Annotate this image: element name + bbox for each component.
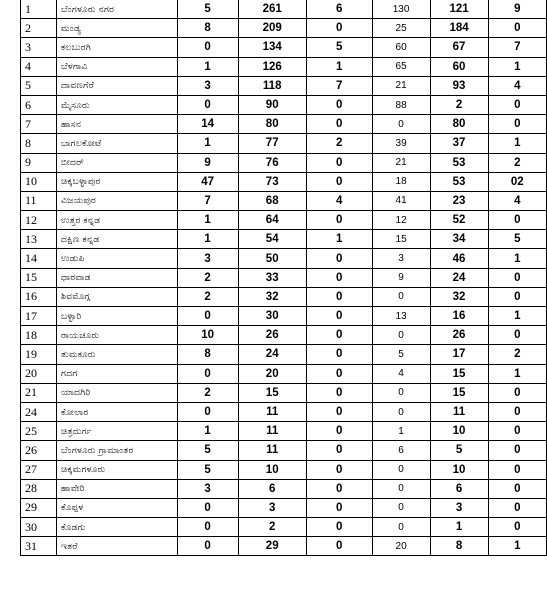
serial-number-cell: 16 [21,287,57,306]
table-row [21,460,547,479]
value-cell-5: 26 [430,326,488,345]
value-cell-3: 0 [306,518,372,537]
value-cell-1: 47 [177,172,238,191]
value-cell-2: 11 [238,441,306,460]
table-row [21,172,547,191]
serial-number-cell: 14 [21,249,57,268]
value-cell-4: 0 [372,402,430,421]
value-cell-2: 11 [238,422,306,441]
value-cell-1: 0 [177,402,238,421]
value-cell-6: 1 [488,134,546,153]
serial-number-cell: 21 [21,383,57,402]
value-cell-4: 60 [372,38,430,57]
value-cell-2: 90 [238,95,306,114]
serial-number-cell: 24 [21,402,57,421]
value-cell-3: 0 [306,95,372,114]
value-cell-4: 65 [372,57,430,76]
serial-number-cell: 11 [21,191,57,210]
district-name-cell: ಹಾವೇರಿ [57,479,178,498]
value-cell-3: 0 [306,172,372,191]
serial-number-cell: 3 [21,38,57,57]
district-name-cell: ಬೆಳಗಾವಿ [57,57,178,76]
value-cell-6: 1 [488,307,546,326]
value-cell-3: 0 [306,498,372,517]
value-cell-2: 11 [238,402,306,421]
value-cell-1: 3 [177,76,238,95]
value-cell-4: 0 [372,115,430,134]
serial-number-cell: 2 [21,19,57,38]
value-cell-5: 60 [430,57,488,76]
value-cell-3: 0 [306,153,372,172]
table-row [21,383,547,402]
value-cell-1: 1 [177,134,238,153]
value-cell-3: 0 [306,402,372,421]
table-row [21,441,547,460]
value-cell-6: 1 [488,537,546,556]
value-cell-2: 33 [238,268,306,287]
table-row [21,191,547,210]
value-cell-5: 17 [430,345,488,364]
serial-number-cell: 9 [21,153,57,172]
district-name-cell: ಚಿಕ್ಕಬಳ್ಳಾಪುರ [57,172,178,191]
value-cell-6: 0 [488,19,546,38]
value-cell-4: 1 [372,422,430,441]
serial-number-cell: 6 [21,95,57,114]
district-name-cell: ಮಂಡ್ಯ [57,19,178,38]
value-cell-1: 5 [177,441,238,460]
district-name-cell: ದಕ್ಷಿಣ ಕನ್ನಡ [57,230,178,249]
value-cell-6: 0 [488,287,546,306]
serial-number-cell: 17 [21,307,57,326]
value-cell-4: 6 [372,441,430,460]
district-cases-table [20,0,547,556]
value-cell-4: 0 [372,479,430,498]
value-cell-4: 9 [372,268,430,287]
value-cell-4: 12 [372,211,430,230]
value-cell-5: 23 [430,191,488,210]
district-name-cell: ಕೋಲಾರ [57,402,178,421]
value-cell-2: 20 [238,364,306,383]
value-cell-4: 18 [372,172,430,191]
value-cell-4: 15 [372,230,430,249]
value-cell-5: 15 [430,383,488,402]
table-row [21,76,547,95]
value-cell-3: 0 [306,249,372,268]
value-cell-6: 9 [488,0,546,19]
value-cell-2: 80 [238,115,306,134]
serial-number-cell: 10 [21,172,57,191]
value-cell-4: 25 [372,19,430,38]
value-cell-1: 3 [177,249,238,268]
value-cell-1: 7 [177,191,238,210]
district-name-cell: ಗದಗ [57,364,178,383]
district-name-cell: ಮೈಸೂರು [57,95,178,114]
table-row [21,57,547,76]
value-cell-1: 10 [177,326,238,345]
value-cell-5: 15 [430,364,488,383]
value-cell-6: 1 [488,249,546,268]
table-row [21,518,547,537]
value-cell-4: 4 [372,364,430,383]
table-row [21,268,547,287]
value-cell-3: 0 [306,383,372,402]
value-cell-6: 1 [488,57,546,76]
value-cell-5: 53 [430,172,488,191]
value-cell-5: 2 [430,95,488,114]
value-cell-2: 64 [238,211,306,230]
table-row [21,287,547,306]
value-cell-6: 02 [488,172,546,191]
value-cell-6: 7 [488,38,546,57]
serial-number-cell: 15 [21,268,57,287]
value-cell-2: 50 [238,249,306,268]
table-row [21,0,547,19]
value-cell-3: 0 [306,19,372,38]
district-name-cell: ರಾಯಚೂರು [57,326,178,345]
value-cell-5: 37 [430,134,488,153]
value-cell-3: 0 [306,115,372,134]
value-cell-1: 0 [177,498,238,517]
value-cell-3: 6 [306,0,372,19]
value-cell-3: 0 [306,268,372,287]
serial-number-cell: 27 [21,460,57,479]
value-cell-5: 24 [430,268,488,287]
value-cell-1: 1 [177,422,238,441]
value-cell-5: 8 [430,537,488,556]
value-cell-6: 0 [488,211,546,230]
value-cell-4: 41 [372,191,430,210]
value-cell-2: 126 [238,57,306,76]
value-cell-1: 5 [177,460,238,479]
value-cell-3: 0 [306,441,372,460]
value-cell-5: 34 [430,230,488,249]
value-cell-3: 2 [306,134,372,153]
value-cell-6: 0 [488,422,546,441]
table-row [21,153,547,172]
serial-number-cell: 19 [21,345,57,364]
table-row [21,95,547,114]
district-name-cell: ಬೆಂಗಳೂರು ಗ್ರಾಮಾಂತರ [57,441,178,460]
value-cell-5: 184 [430,19,488,38]
value-cell-3: 1 [306,230,372,249]
value-cell-2: 68 [238,191,306,210]
district-name-cell: ಚಿತ್ರದುರ್ಗ [57,422,178,441]
serial-number-cell: 8 [21,134,57,153]
value-cell-5: 32 [430,287,488,306]
value-cell-6: 1 [488,364,546,383]
value-cell-1: 14 [177,115,238,134]
value-cell-1: 3 [177,479,238,498]
table-row [21,134,547,153]
district-name-cell: ದಾವಣಗೆರೆ [57,76,178,95]
district-name-cell: ಇತರೆ [57,537,178,556]
value-cell-6: 2 [488,345,546,364]
serial-number-cell: 13 [21,230,57,249]
serial-number-cell: 26 [21,441,57,460]
value-cell-3: 0 [306,211,372,230]
serial-number-cell: 7 [21,115,57,134]
value-cell-4: 0 [372,326,430,345]
district-name-cell: ಕೊಡಗು [57,518,178,537]
value-cell-4: 13 [372,307,430,326]
value-cell-1: 0 [177,537,238,556]
value-cell-2: 32 [238,287,306,306]
value-cell-2: 6 [238,479,306,498]
value-cell-3: 4 [306,191,372,210]
value-cell-4: 0 [372,498,430,517]
district-name-cell: ಬೀದರ್ [57,153,178,172]
value-cell-6: 0 [488,479,546,498]
serial-number-cell: 1 [21,0,57,19]
value-cell-5: 10 [430,460,488,479]
value-cell-6: 4 [488,76,546,95]
value-cell-4: 0 [372,287,430,306]
value-cell-5: 67 [430,38,488,57]
value-cell-2: 118 [238,76,306,95]
value-cell-1: 0 [177,518,238,537]
value-cell-3: 0 [306,345,372,364]
value-cell-2: 15 [238,383,306,402]
table-row [21,402,547,421]
value-cell-2: 3 [238,498,306,517]
value-cell-1: 8 [177,345,238,364]
serial-number-cell: 18 [21,326,57,345]
value-cell-5: 6 [430,479,488,498]
value-cell-4: 0 [372,518,430,537]
table-row [21,422,547,441]
value-cell-1: 5 [177,0,238,19]
value-cell-1: 1 [177,57,238,76]
district-name-cell: ಬೆಂಗಳೂರು ನಗರ [57,0,178,19]
serial-number-cell: 25 [21,422,57,441]
serial-number-cell: 4 [21,57,57,76]
value-cell-3: 0 [306,364,372,383]
district-name-cell: ಶಿವಮೊಗ್ಗ [57,287,178,306]
value-cell-2: 30 [238,307,306,326]
value-cell-6: 0 [488,326,546,345]
value-cell-5: 80 [430,115,488,134]
district-name-cell: ಧಾರವಾಡ [57,268,178,287]
value-cell-6: 2 [488,153,546,172]
value-cell-6: 0 [488,268,546,287]
value-cell-1: 8 [177,19,238,38]
value-cell-4: 0 [372,460,430,479]
district-name-cell: ಉತ್ತರ ಕನ್ನಡ [57,211,178,230]
value-cell-2: 24 [238,345,306,364]
value-cell-2: 77 [238,134,306,153]
value-cell-1: 2 [177,268,238,287]
value-cell-5: 11 [430,402,488,421]
district-name-cell: ಬಾಗಲಕೋಟೆ [57,134,178,153]
value-cell-4: 0 [372,383,430,402]
serial-number-cell: 28 [21,479,57,498]
value-cell-6: 4 [488,191,546,210]
table-row [21,115,547,134]
value-cell-5: 46 [430,249,488,268]
district-name-cell: ಯಾದಗಿರಿ [57,383,178,402]
value-cell-4: 21 [372,76,430,95]
table-row [21,345,547,364]
table-row [21,479,547,498]
value-cell-4: 88 [372,95,430,114]
value-cell-5: 53 [430,153,488,172]
value-cell-5: 52 [430,211,488,230]
value-cell-1: 0 [177,364,238,383]
value-cell-2: 29 [238,537,306,556]
value-cell-5: 1 [430,518,488,537]
serial-number-cell: 31 [21,537,57,556]
value-cell-5: 93 [430,76,488,95]
value-cell-6: 0 [488,115,546,134]
table-row [21,230,547,249]
value-cell-4: 21 [372,153,430,172]
serial-number-cell: 12 [21,211,57,230]
table-row [21,307,547,326]
value-cell-1: 0 [177,307,238,326]
value-cell-3: 0 [306,287,372,306]
value-cell-3: 0 [306,460,372,479]
table-row [21,249,547,268]
value-cell-5: 10 [430,422,488,441]
value-cell-1: 0 [177,38,238,57]
value-cell-1: 1 [177,211,238,230]
value-cell-5: 3 [430,498,488,517]
district-name-cell: ವಿಜಯಪುರ [57,191,178,210]
value-cell-3: 0 [306,326,372,345]
value-cell-3: 0 [306,537,372,556]
value-cell-6: 0 [488,95,546,114]
serial-number-cell: 20 [21,364,57,383]
district-name-cell: ಹಾಸನ [57,115,178,134]
value-cell-4: 3 [372,249,430,268]
table-row [21,498,547,517]
value-cell-6: 0 [488,402,546,421]
serial-number-cell: 29 [21,498,57,517]
value-cell-3: 7 [306,76,372,95]
district-name-cell: ಕಲಬುರಗಿ [57,38,178,57]
value-cell-5: 121 [430,0,488,19]
table-row [21,211,547,230]
table-row [21,19,547,38]
table-row [21,537,547,556]
value-cell-6: 0 [488,518,546,537]
table-body [21,0,547,556]
value-cell-1: 2 [177,287,238,306]
value-cell-4: 5 [372,345,430,364]
value-cell-2: 73 [238,172,306,191]
table-row [21,364,547,383]
table-row [21,326,547,345]
value-cell-4: 20 [372,537,430,556]
value-cell-2: 54 [238,230,306,249]
value-cell-2: 2 [238,518,306,537]
value-cell-3: 0 [306,422,372,441]
value-cell-3: 1 [306,57,372,76]
value-cell-6: 0 [488,383,546,402]
value-cell-3: 0 [306,479,372,498]
value-cell-1: 2 [177,383,238,402]
district-name-cell: ಕೊಪ್ಪಳ [57,498,178,517]
value-cell-2: 26 [238,326,306,345]
value-cell-2: 134 [238,38,306,57]
value-cell-4: 130 [372,0,430,19]
value-cell-6: 5 [488,230,546,249]
value-cell-1: 0 [177,95,238,114]
value-cell-6: 0 [488,460,546,479]
serial-number-cell: 30 [21,518,57,537]
value-cell-5: 16 [430,307,488,326]
value-cell-1: 9 [177,153,238,172]
value-cell-6: 0 [488,441,546,460]
value-cell-2: 76 [238,153,306,172]
value-cell-5: 5 [430,441,488,460]
value-cell-2: 10 [238,460,306,479]
district-name-cell: ಉಡುಪಿ [57,249,178,268]
value-cell-3: 0 [306,307,372,326]
table-row [21,38,547,57]
value-cell-2: 261 [238,0,306,19]
district-name-cell: ತುಮಕೂರು [57,345,178,364]
value-cell-4: 39 [372,134,430,153]
value-cell-1: 1 [177,230,238,249]
serial-number-cell: 5 [21,76,57,95]
district-name-cell: ಬಳ್ಳಾರಿ [57,307,178,326]
value-cell-3: 5 [306,38,372,57]
district-name-cell: ಚಿಕ್ಕಮಗಳೂರು [57,460,178,479]
value-cell-2: 209 [238,19,306,38]
value-cell-6: 0 [488,498,546,517]
